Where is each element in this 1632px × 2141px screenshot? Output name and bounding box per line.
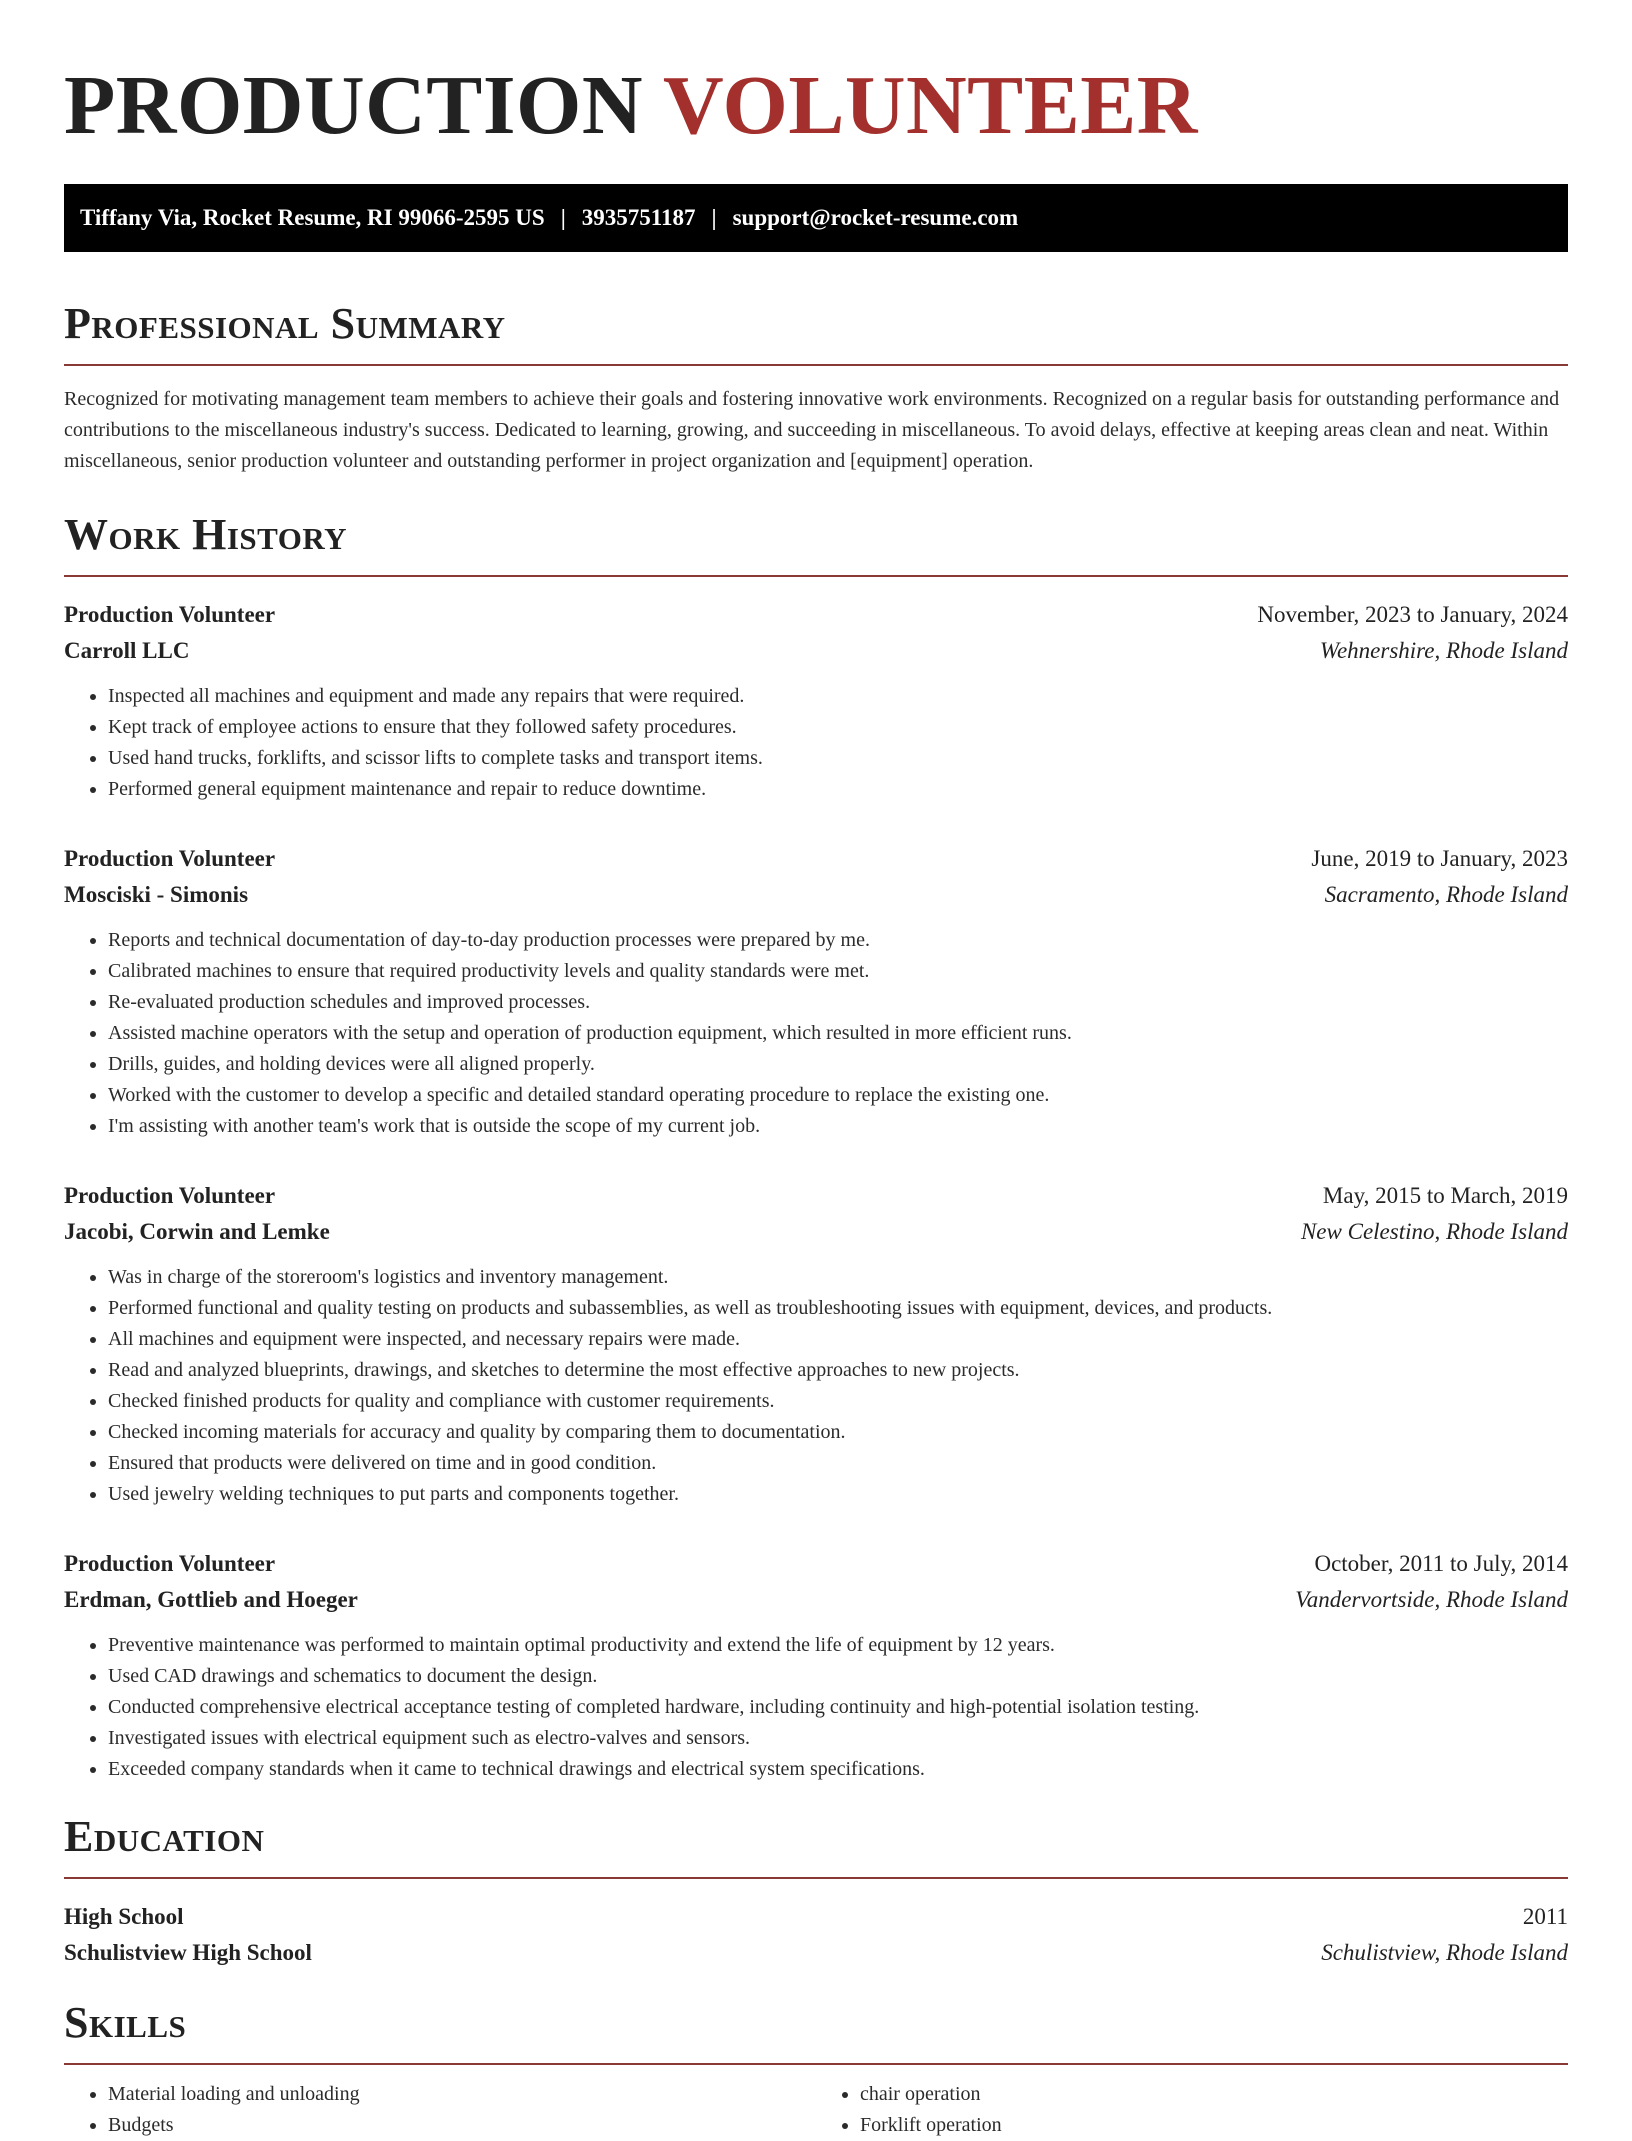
job-bullet: • Performed general equipment maintenance and repair to reduce downtime. [108, 774, 1568, 805]
job-company: Carroll LLC [64, 638, 190, 663]
job-list [64, 597, 1568, 1785]
job-title: Production Volunteer [64, 846, 276, 871]
skills-section [64, 1998, 1568, 2141]
work-history-section [64, 510, 1568, 1785]
job-bullet: • Conducted comprehensive electrical acceptance testing of completed hardware, including continuity and high-potential isolation testing. [108, 1692, 1568, 1723]
job-bullet: • Ensured that products were delivered on time and in good condition. [108, 1448, 1568, 1479]
contact-separator: | [711, 205, 717, 230]
job-row-title [64, 1178, 1568, 1214]
contact-phone: 3935751187 [581, 205, 696, 230]
skills-list-left [64, 2079, 816, 2141]
section-divider [64, 1877, 1568, 1879]
job-bullet: • All machines and equipment were inspected, and necessary repairs were made. [108, 1324, 1568, 1355]
job-bullet: • Reports and technical documentation of day-to-day production processes were prepared by me. [108, 925, 1568, 956]
job-row-company [64, 877, 1568, 913]
contact-separator: | [560, 205, 566, 230]
job-bullet: • Used hand trucks, forklifts, and scissor lifts to complete tasks and transport items. [108, 743, 1568, 774]
skills-list-right [816, 2079, 1568, 2141]
job-entry [64, 1178, 1568, 1510]
job-bullet: • Checked incoming materials for accuracy and quality by comparing them to documentation. [108, 1417, 1568, 1448]
job-dates: November, 2023 to January, 2024 [1257, 602, 1568, 627]
education-year: 2011 [1522, 1904, 1568, 1929]
section-divider [64, 364, 1568, 366]
section-heading-education: Education [64, 1812, 265, 1861]
section-divider [64, 2063, 1568, 2065]
page-title [64, 56, 1568, 152]
section-heading-summary: Professional Summary [64, 299, 506, 348]
summary-text: Recognized for motivating management team members to achieve their goals and fostering innovative work environments. Recognized on a regular basis for outstanding performance and contributions to the miscellaneous industry's success. Dedicated to learning, growing, and succeeding in miscellaneous. To avoid delays, effective at keeping areas clean and neat. Within miscellaneous, senior production volunteer and outstanding performer in project organization and [equipment] operation. [64, 388, 1560, 472]
job-row-company [64, 633, 1568, 669]
job-title: Production Volunteer [64, 1183, 276, 1208]
job-entry [64, 841, 1568, 1142]
job-bullet: • Preventive maintenance was performed to maintain optimal productivity and extend the life of equipment by 12 years. [108, 1630, 1568, 1661]
job-company: Erdman, Gottlieb and Hoeger [64, 1587, 358, 1612]
job-bullet: • I'm assisting with another team's work that is outside the scope of my current job. [108, 1111, 1568, 1142]
job-dates: June, 2019 to January, 2023 [1311, 846, 1568, 871]
job-bullets [64, 1630, 1568, 1785]
job-bullet: • Calibrated machines to ensure that required productivity levels and quality standards were met. [108, 956, 1568, 987]
section-divider [64, 575, 1568, 577]
summary-section [64, 299, 1568, 477]
job-dates: October, 2011 to July, 2014 [1314, 1551, 1568, 1576]
contact-email: support@rocket-resume.com [732, 205, 1019, 230]
job-dates: May, 2015 to March, 2019 [1322, 1183, 1568, 1208]
job-row-title [64, 1546, 1568, 1582]
job-bullet: • Investigated issues with electrical equipment such as electro-valves and sensors. [108, 1723, 1568, 1754]
job-bullet: • Kept track of employee actions to ensure that they followed safety procedures. [108, 712, 1568, 743]
job-bullet: • Exceeded company standards when it came to technical drawings and electrical system specifications. [108, 1754, 1568, 1785]
job-company: Mosciski - Simonis [64, 882, 249, 907]
title-part-2: VOLUNTEER [663, 59, 1198, 152]
job-bullet: • Drills, guides, and holding devices were all aligned properly. [108, 1049, 1568, 1080]
job-bullet: • Assisted machine operators with the setup and operation of production equipment, which resulted in more efficient runs. [108, 1018, 1568, 1049]
job-bullet: • Worked with the customer to develop a specific and detailed standard operating procedure to replace the existing one. [108, 1080, 1568, 1111]
job-row-company [64, 1582, 1568, 1618]
job-row-company [64, 1214, 1568, 1250]
title-part-1: PRODUCTION [64, 59, 644, 152]
job-bullets [64, 925, 1568, 1142]
education-row-1 [64, 1899, 1568, 1935]
job-bullet: • Was in charge of the storeroom's logistics and inventory management. [108, 1262, 1568, 1293]
education-section [64, 1812, 1568, 1971]
job-bullet: • Used jewelry welding techniques to put parts and components together. [108, 1479, 1568, 1510]
section-heading-work-history: Work History [64, 510, 348, 559]
job-title: Production Volunteer [64, 602, 276, 627]
skill-item: • Material loading and unloading [108, 2079, 816, 2110]
job-bullet: • Read and analyzed blueprints, drawings, and sketches to determine the most effective approaches to new projects. [108, 1355, 1568, 1386]
job-title: Production Volunteer [64, 1551, 276, 1576]
skill-item: • chair operation [860, 2079, 1568, 2110]
skill-item: • Forklift operation [860, 2110, 1568, 2141]
job-location: Sacramento, Rhode Island [1324, 882, 1568, 907]
job-bullets [64, 1262, 1568, 1510]
job-location: New Celestino, Rhode Island [1300, 1219, 1568, 1244]
skills-grid [64, 2079, 1568, 2141]
job-bullet: • Checked finished products for quality and compliance with customer requirements. [108, 1386, 1568, 1417]
contact-address: Tiffany Via, Rocket Resume, RI 99066-2595 US [80, 205, 545, 230]
job-company: Jacobi, Corwin and Lemke [64, 1219, 330, 1244]
section-heading-skills: Skills [64, 1998, 187, 2047]
education-row-2 [64, 1935, 1568, 1971]
job-row-title [64, 841, 1568, 877]
education-entry [64, 1899, 1568, 1971]
job-bullets [64, 681, 1568, 805]
job-entry [64, 1546, 1568, 1785]
education-degree: High School [64, 1904, 184, 1929]
job-row-title [64, 597, 1568, 633]
job-bullet: • Inspected all machines and equipment and made any repairs that were required. [108, 681, 1568, 712]
education-school: Schulistview High School [64, 1940, 312, 1965]
job-bullet: • Re-evaluated production schedules and improved processes. [108, 987, 1568, 1018]
skill-item: • Budgets [108, 2110, 816, 2141]
job-bullet: • Performed functional and quality testing on products and subassemblies, as well as troubleshooting issues with equipment, devices, and products. [108, 1293, 1568, 1324]
job-location: Wehnershire, Rhode Island [1319, 638, 1568, 663]
job-location: Vandervortside, Rhode Island [1295, 1587, 1568, 1612]
contact-bar [64, 184, 1568, 252]
job-entry [64, 597, 1568, 805]
education-location: Schulistview, Rhode Island [1321, 1940, 1568, 1965]
job-bullet: • Used CAD drawings and schematics to document the design. [108, 1661, 1568, 1692]
